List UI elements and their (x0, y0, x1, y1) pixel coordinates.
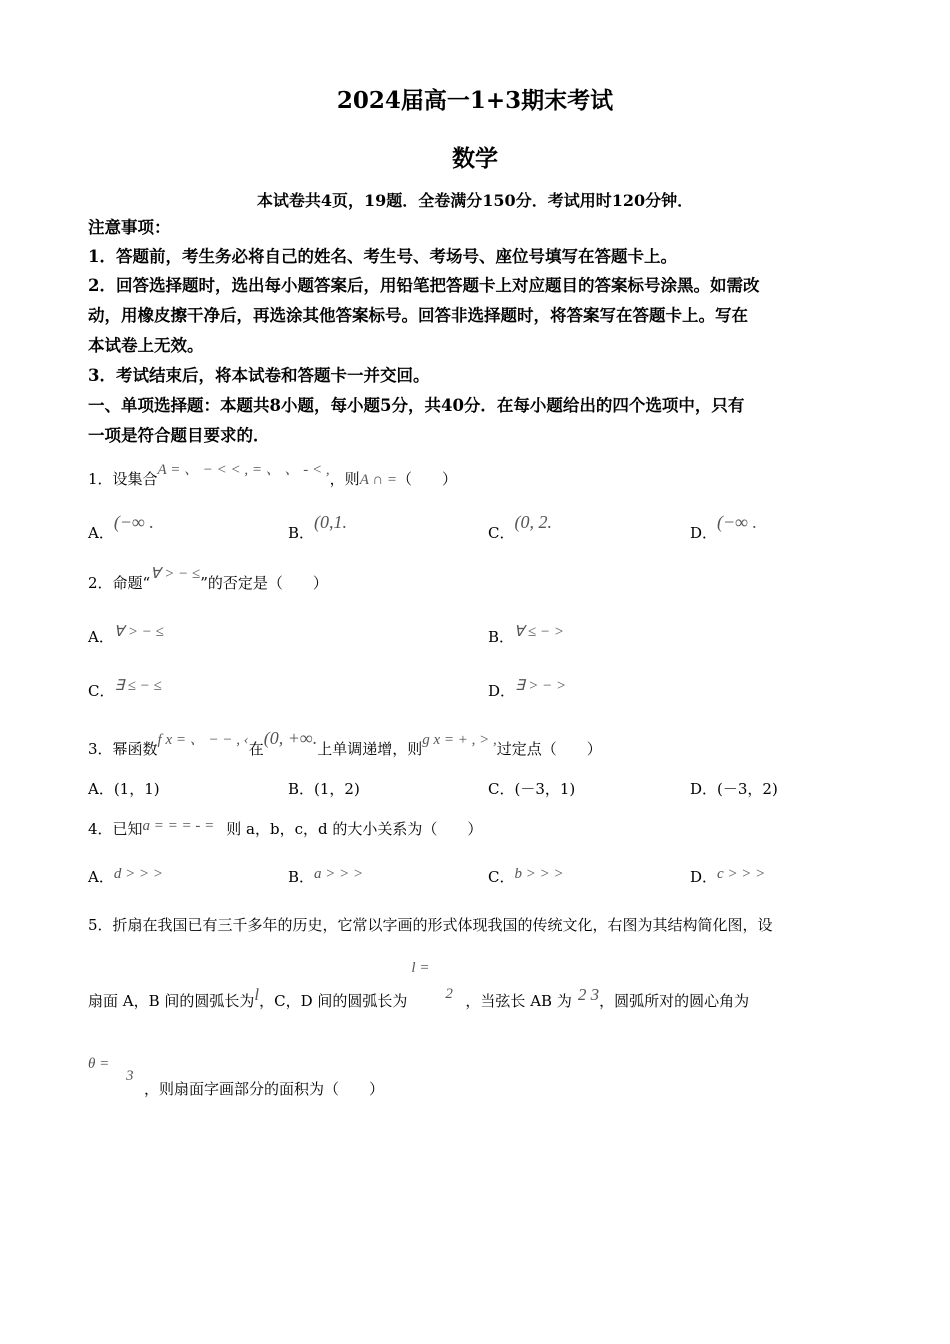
q5-math-theta (88, 1056, 144, 1094)
q3-option-c: C．(－3，1) (488, 780, 576, 798)
q2-prefix: 2．命题“ (88, 574, 151, 592)
question-3 (88, 728, 602, 759)
q4-option-c-label: C． (488, 868, 515, 886)
note-2-line-2: 动，用橡皮擦干净后，再选涂其他答案标号。回答非选择题时，将答案写在答题卡上。写在 (88, 306, 748, 325)
q5-math-l1: l (254, 985, 260, 1004)
q4-option-d-label: D． (690, 868, 718, 886)
q2-option-a-math: ∀ > − ≤ (113, 624, 164, 640)
q2-option-d (488, 674, 567, 700)
question-5-line-1: 5．折扇在我国已有三千多年的历史，它常以字画的形式体现我国的传统文化，右图为其结构简化图，设 (88, 916, 773, 934)
q2-suffix: ”的否定是（ ） (200, 574, 328, 592)
exam-info: 本试卷共4页，19题．全卷满分150分．考试用时120分钟． (256, 191, 694, 210)
q1-option-c-math: (0, 2. (514, 512, 552, 532)
q3-suffix: 过定点（ ） (496, 740, 602, 758)
q3-option-b: B．(1，2) (288, 780, 360, 798)
section1-line-2: 一项是符合题目要求的． (88, 426, 270, 445)
q3-mid-2: 上单调递增，则 (317, 740, 423, 758)
q4-suffix: 则 a，b，c，d 的大小关系为（ ） (226, 820, 483, 838)
q3-option-d: D．(－3，2) (690, 780, 778, 798)
notes-heading: 注意事项： (88, 218, 171, 237)
q1-option-a-label: A． (88, 524, 114, 542)
q1-option-d (690, 512, 758, 542)
q4-option-c (488, 862, 564, 886)
q1-option-d-math: (−∞ . (717, 512, 758, 532)
q2-option-a (88, 620, 164, 646)
note-2-line-3: 本试卷上无效。 (88, 336, 204, 355)
q1-option-b-math: (0,1. (314, 512, 348, 532)
q1-suffix: （ ） (397, 470, 458, 488)
q3-math-g: g x = + , > , (422, 732, 497, 748)
q5-math-l2-denominator: 2 (445, 986, 453, 1002)
q1-prefix: 1．设集合 (88, 470, 158, 488)
q3-option-a: A．(1，1) (88, 780, 160, 798)
q3-math-function: f x = 、 − − , ‹ (157, 732, 249, 748)
q5-math-l2-fraction (411, 960, 465, 1006)
note-1: 1．答题前，考生务必将自己的姓名、考生号、考场号、座位号填写在答题卡上。 (88, 247, 677, 266)
q4-option-b-math: a > > > (314, 866, 364, 882)
q5-math-theta-eq: θ = (88, 1056, 110, 1072)
q1-option-d-label: D． (690, 524, 718, 542)
q3-prefix: 3．幂函数 (88, 740, 158, 758)
q2-option-d-math: ∃ > − > (515, 678, 567, 694)
question-1 (88, 462, 458, 489)
question-5-line-2 (88, 960, 750, 1011)
q4-prefix: 4．已知 (88, 820, 143, 838)
q2-option-b (488, 620, 565, 646)
q2-option-b-label: B． (488, 628, 515, 646)
question-5-line-3 (88, 1056, 385, 1099)
q2-option-d-label: D． (488, 682, 516, 700)
q5-text-central-angle: ，圆弧所对的圆心角为 (599, 992, 750, 1010)
q3-math-interval: (0, +∞. (263, 728, 318, 748)
q1-option-c (488, 512, 552, 542)
q2-option-c-math: ∃ ≤ − ≤ (114, 678, 162, 694)
q4-option-b (288, 862, 364, 886)
q1-option-b-label: B． (288, 524, 315, 542)
q1-math-sets: A = 、 − < < , = 、 、 - < , (157, 462, 330, 478)
q3-mid-1: 在 (248, 740, 264, 758)
q1-option-b (288, 512, 348, 542)
q5-math-l2: l = (411, 960, 430, 976)
subject-title: 数学 (452, 145, 498, 172)
q4-option-d-math: c > > > (717, 866, 766, 882)
q5-text-chord: ，当弦长 AB 为 (465, 992, 572, 1010)
q5-text-arc-ab: 扇面 A，B 间的圆弧长为 (88, 992, 255, 1010)
q5-text-area-question: ，则扇面字画部分的面积为（ ） (144, 1080, 385, 1098)
section1-line-1: 一、单项选择题：本题共8小题，每小题5分，共40分．在每小题给出的四个选项中，只有 (88, 396, 745, 415)
note-3: 3．考试结束后，将本试卷和答题卡一并交回。 (88, 366, 430, 385)
question-2 (88, 566, 328, 593)
q2-option-a-label: A． (88, 628, 114, 646)
note-2-line-1: 2．回答选择题时，选出每小题答案后，用铅笔把答题卡上对应题目的答案标号涂黑。如需改 (88, 276, 760, 295)
q4-math-values: a = = = - = (142, 818, 215, 834)
q5-math-chord-length: 2 3 (577, 985, 600, 1004)
q4-option-c-math: b > > > (514, 866, 564, 882)
q2-option-c (88, 674, 162, 700)
q1-option-c-label: C． (488, 524, 515, 542)
question-4 (88, 818, 482, 839)
q1-option-a-math: (−∞ . (113, 512, 154, 532)
q2-option-c-label: C． (88, 682, 115, 700)
q1-mid: ，则 (329, 470, 360, 488)
q2-math-proposition: ∀ > − ≤ (150, 566, 201, 582)
q4-option-d (690, 862, 766, 886)
q5-math-theta-denominator: 3 (126, 1068, 134, 1084)
exam-title: 2024届高一1+3期末考试 (336, 87, 614, 114)
q4-option-b-label: B． (288, 868, 315, 886)
q4-option-a-label: A． (88, 868, 114, 886)
q2-option-b-math: ∀ ≤ − > (514, 624, 565, 640)
q4-option-a (88, 862, 163, 886)
q5-text-arc-cd: ，C，D 间的圆弧长为 (259, 992, 408, 1010)
q1-math-intersection: A ∩ = (359, 472, 398, 488)
q1-option-a (88, 512, 154, 542)
q4-option-a-math: d > > > (113, 866, 163, 882)
